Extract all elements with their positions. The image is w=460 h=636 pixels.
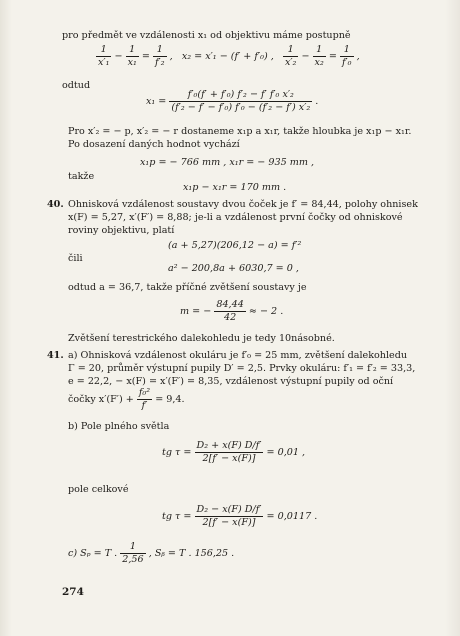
fraction: $\frac{1}{\text{f′₀}}$ [341,44,352,68]
equation-total-field: tg τ = $\frac{\text{D₂ − x(F) D/f′}}{2[f' - x(F)]}$ = 0,0117 . [162,504,318,528]
text-line-with-fraction: čočky x′(F′) + $\frac{\text{f₀²}}{f'}$ = 9,4. [68,387,185,411]
equation-magnification: m = − $\frac{84,44}{42}$ ≈ − 2 . [180,299,284,323]
text-line: Pro x′₂ = − p, x′₂ = − r dostaneme x₁p a x₁r, takže hloubka je x₁p − x₁r. [68,126,412,137]
text-line: Po dosazení daných hodnot vychází [68,139,240,150]
problem-number: 41. [47,350,64,361]
text-line: e = 22,2, − x(F) = x′(F′) = 8,35, vzdálenost výstupní pupily od oční [68,376,394,387]
text-line: čili [68,253,83,264]
fraction: $\frac{\text{f₀²}}{f'}$ [138,387,151,411]
equation-depth: x₁p − x₁r = 170 mm . [183,182,287,193]
text-line: x(F) = 5,27, x′(F′) = 8,88; je-li a vzdálenost první čočky od ohniskové [68,212,403,223]
equation-results: x₁p = − 766 mm , x₁r = − 935 mm , [140,157,315,168]
text-line: Zvětšení terestrického dalekohledu je tedy 10násobné. [68,333,335,344]
equation-x1: x₁ = $\frac{\text{f′₀(f′ + f′₀) f′₂ − f′ f′₀ x′₂}}{\text{(f′₂ − f′ − f′₀) f′₀ − (f′₂ − f′) x′₂}}$ . [146,89,319,113]
fraction: $\frac{1}{\text{f′₂}}$ [154,44,165,68]
page-number: 274 [62,586,84,598]
equation-lens-formula: $\frac{1}{\text{x′₁}}$ − $\frac{1}{\text{x₁}}$ = $\frac{1}{\text{f′₂}}$ , x₂ = x′₁ − (f′ + f′₀) , $\frac{1}{\text{x′₂}}$ − $\frac{1}{\text{x₂}}$ = $\frac{1}{\text{f′₀}}$ , [98,44,360,68]
equation-a: (a + 5,27)(206,12 − a) = f′² [168,240,302,251]
text-line: odtud [62,80,91,91]
fraction: $\frac{1}{\text{x₁}}$ [127,44,137,68]
fraction: $\frac{1}{2,56}$ [122,541,144,565]
text-line: odtud a = 36,7, takže příčné zvětšení soustavy je [68,282,307,293]
fraction: $\frac{\text{f′₀(f′ + f′₀) f′₂ − f′ f′₀ x′₂}}{\text{(f′₂ − f′ − f′₀) f′₀ − (f′₂ − f′) x′₂}}$ [171,89,311,113]
fraction: $\frac{1}{\text{x₂}}$ [314,44,324,68]
equation-part-c: c) Sₚ = T . $\frac{1}{2,56}$ , Sᵦ = T . 156,25 . [68,541,235,565]
text-line: a) Ohnisková vzdálenost okuláru je f′₀ = 25 mm, zvětšení dalekohledu [68,350,408,361]
text-line: b) Pole plného světla [68,421,170,432]
text-line: Γ = 20, průměr výstupní pupily D′ = 2,5. Prvky okuláru: f′₁ = f′₂ = 33,3, [68,363,416,374]
fraction: $\frac{84,44}{42}$ [216,299,244,323]
text-line: Ohnisková vzdálenost soustavy dvou čoček je f′ = 84,44, polohy ohnisek [68,199,418,210]
fraction: $\frac{\text{D₂ + x(F) D/f′}}{2[f' - x(F)]}$ [196,440,262,464]
text-line: pro předmět ve vzdálenosti x₁ od objektivu máme postupně [62,30,351,41]
text-line: roviny objektivu, platí [68,225,175,236]
text-line: pole celkové [68,484,129,495]
problem-number: 40. [47,199,64,210]
text-line: takže [68,171,95,182]
equation-full-light-field: tg τ = $\frac{\text{D₂ + x(F) D/f′}}{2[f' - x(F)]}$ = 0,01 , [162,440,306,464]
fraction: $\frac{\text{D₂ − x(F) D/f′}}{2[f' - x(F)]}$ [196,504,262,528]
fraction: $\frac{1}{\text{x′₁}}$ [98,44,110,68]
fraction: $\frac{1}{\text{x′₂}}$ [284,44,297,68]
equation-quadratic: a² − 200,8a + 6030,7 = 0 , [168,263,299,274]
